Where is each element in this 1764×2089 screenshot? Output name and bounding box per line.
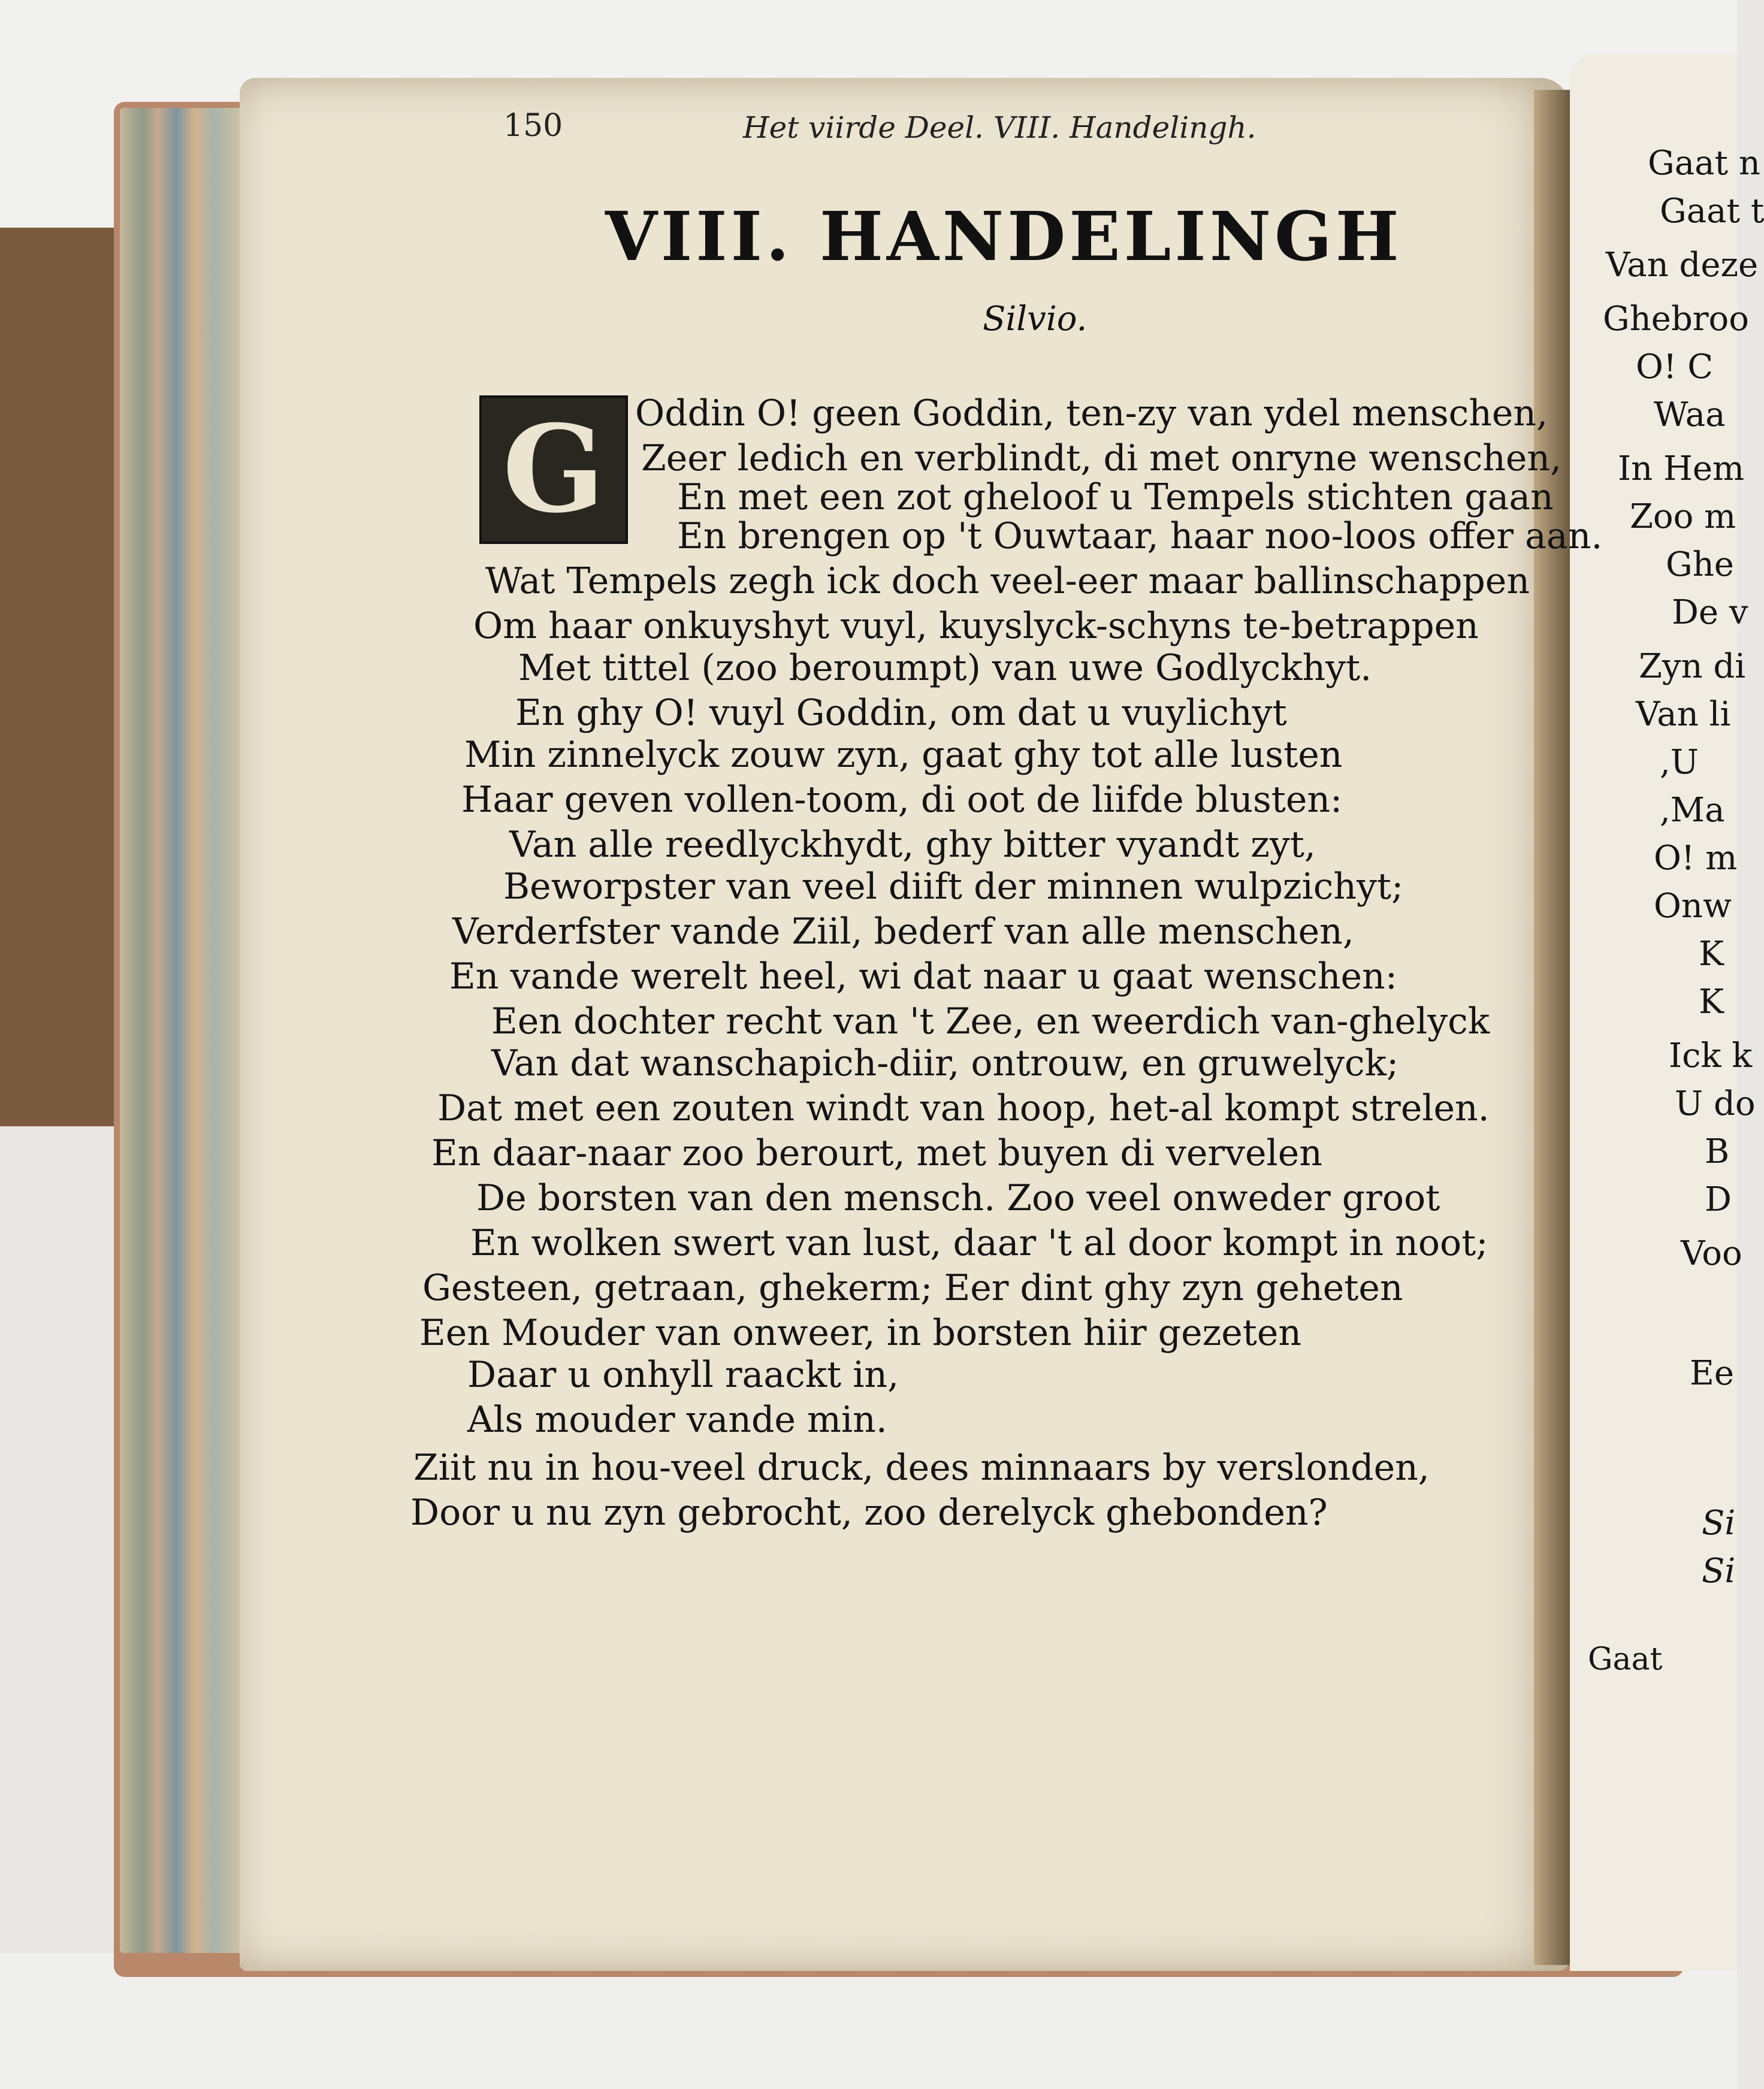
facing-fragment: O! C: [1636, 347, 1714, 386]
running-title: Het viirde Deel. VIII. Handelingh.: [743, 110, 1256, 145]
verse-line: Van alle reedlyckhydt, ghy bitter vyandt zyt,: [509, 824, 1316, 866]
facing-fragment: In Hem: [1618, 449, 1745, 488]
verse-line: Door u nu zyn gebrocht, zoo derelyck ghebonden?: [410, 1492, 1328, 1534]
facing-fragment: Ghebroo: [1603, 300, 1749, 338]
verse-line: En ghy O! vuyl Goddin, om dat u vuylichyt: [515, 692, 1287, 734]
facing-fragment: Voo: [1681, 1234, 1742, 1273]
facing-fragment: U do: [1675, 1084, 1756, 1123]
facing-fragment: Zoo m: [1630, 497, 1736, 536]
facing-fragment: Gaat n: [1648, 144, 1760, 183]
verse-line: Een Mouder van onweer, in borsten hiir gezeten: [419, 1312, 1301, 1354]
verse-line: Ziit nu in hou-veel druck, dees minnaars by verslonden,: [413, 1447, 1430, 1489]
facing-fragment: B: [1705, 1132, 1730, 1171]
facing-fragment: Gaat t: [1660, 192, 1764, 231]
facing-fragment: D: [1705, 1180, 1732, 1219]
verse-line: Als mouder vande min.: [467, 1399, 887, 1441]
facing-fragment: Ee: [1690, 1354, 1735, 1393]
facing-fragment: ,U: [1660, 743, 1699, 782]
section-title: VIII. HANDELINGH: [605, 198, 1403, 276]
verse-line: Daar u onhyll raackt in,: [467, 1354, 899, 1396]
facing-fragment: Waa: [1654, 395, 1726, 434]
facing-fragment: K: [1699, 935, 1724, 974]
facing-fragment: Si: [1702, 1552, 1736, 1591]
facing-fragment: De v: [1672, 593, 1748, 632]
facing-fragment: Ick k: [1669, 1036, 1753, 1075]
page-number: 150: [503, 108, 563, 144]
verse-line: Met tittel (zoo beroumpt) van uwe Godlyckhyt.: [518, 647, 1372, 689]
verse-line: Zeer ledich en verblindt, di met onryne wenschen,: [641, 437, 1562, 479]
verse-line: Van dat wanschapich-diir, ontrouw, en gruwelyck;: [491, 1042, 1399, 1084]
facing-fragment: Onw: [1654, 887, 1732, 926]
verse-line: Beworpster van veel diift der minnen wulpzichyt;: [503, 866, 1404, 908]
verse-line: Oddin O! geen Goddin, ten-zy van ydel menschen,: [635, 392, 1548, 434]
facing-fragment: ,Ma: [1660, 791, 1725, 830]
marbled-page-edges: [120, 108, 246, 1953]
facing-fragment: Ghe: [1666, 545, 1734, 584]
facing-fragment: O! m: [1654, 839, 1738, 878]
verse-line: En brengen op 't Ouwtaar, haar noo-loos offer aan.: [677, 515, 1603, 557]
facing-fragment: Si: [1702, 1504, 1736, 1543]
verse-line: En daar-naar zoo berourt, met buyen di vervelen: [431, 1132, 1322, 1174]
verse-line: Een dochter recht van 't Zee, en weerdich van-ghelyck: [491, 1000, 1490, 1042]
verse-line: De borsten van den mensch. Zoo veel onweder groot: [476, 1177, 1440, 1219]
facing-fragment: Van deze: [1606, 246, 1759, 285]
verse-line: Haar geven vollen-toom, di oot de liifde blusten:: [461, 779, 1343, 821]
catchword: Gaat: [1588, 1641, 1663, 1677]
verse-line: Min zinnelyck zouw zyn, gaat ghy tot alle lusten: [464, 734, 1343, 776]
verse-line: En met een zot gheloof u Tempels stichten gaan: [677, 476, 1554, 518]
facing-fragment: K: [1699, 982, 1724, 1021]
facing-fragment: Zyn di: [1639, 647, 1746, 686]
verse-line: Wat Tempels zegh ick doch veel-eer maar ballinschappen: [485, 560, 1530, 602]
decorated-initial: G: [479, 395, 628, 544]
verse-line: En wolken swert van lust, daar 't al door kompt in noot;: [470, 1222, 1488, 1264]
verse-line: Om haar onkuyshyt vuyl, kuyslyck-schyns te-betrappen: [473, 605, 1479, 647]
verse-line: Gesteen, getraan, ghekerm; Eer dint ghy zyn geheten: [422, 1267, 1403, 1309]
verse-line: Verderfster vande Ziil, bederf van alle menschen,: [452, 911, 1354, 953]
facing-fragment: Van li: [1636, 695, 1731, 734]
speaker-name: Silvio.: [983, 300, 1088, 338]
verse-line: En vande werelt heel, wi dat naar u gaat wenschen:: [449, 956, 1397, 997]
facing-page: [1570, 54, 1764, 1971]
verse-line: Dat met een zouten windt van hoop, het-al kompt strelen.: [437, 1087, 1490, 1129]
